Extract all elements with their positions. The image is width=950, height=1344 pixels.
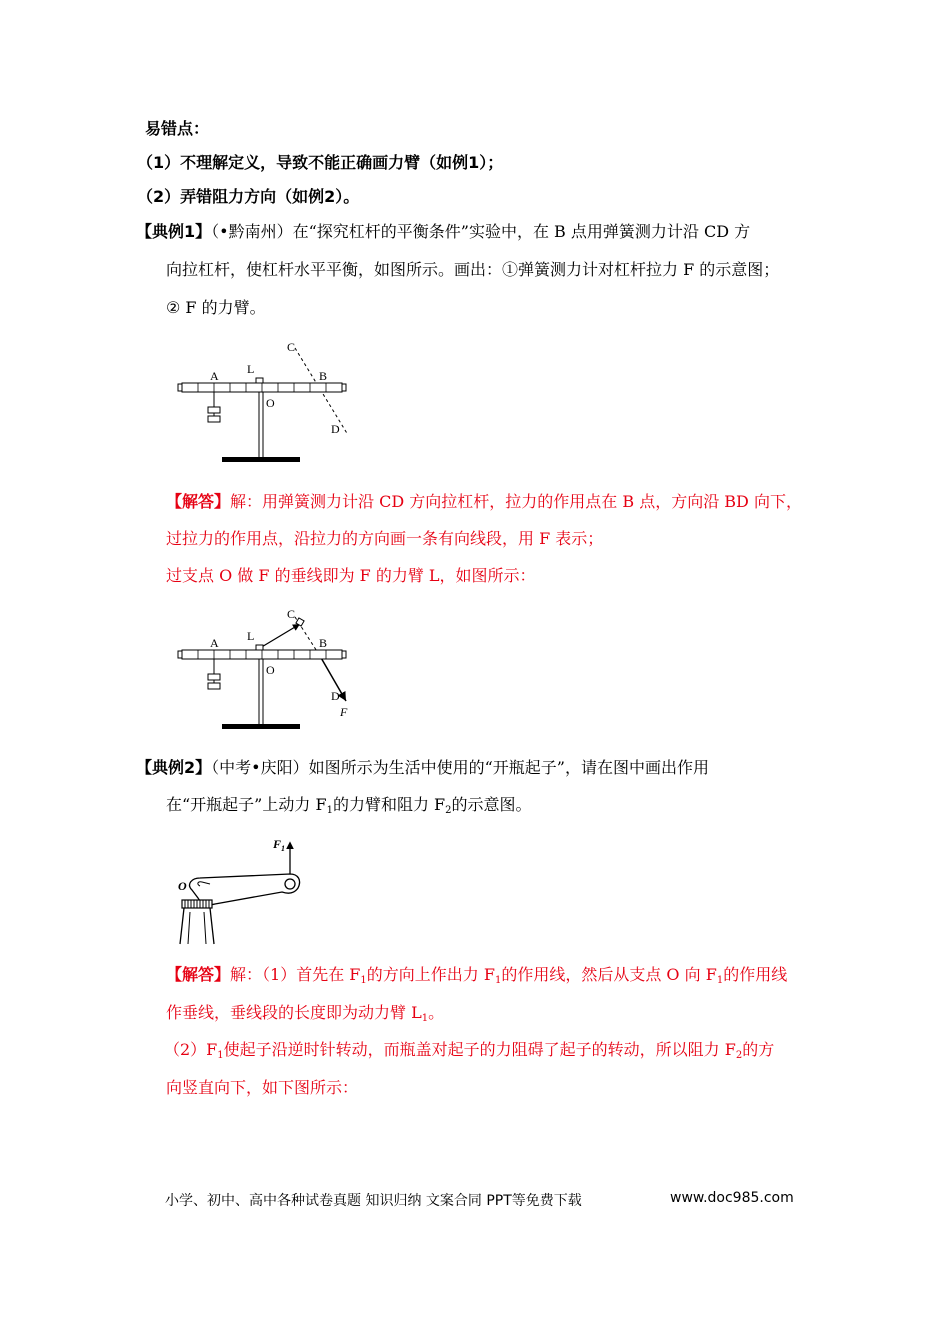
answer1-tag: 【解答】 xyxy=(166,492,231,511)
label-a-2: A xyxy=(210,636,219,650)
answer1-line3: 过支点 O 做 F 的垂线即为 F 的力臂 L，如图所示： xyxy=(166,566,536,585)
example2-sub1: 1 xyxy=(326,805,333,816)
lever-figure-2 xyxy=(170,604,370,739)
answer2-t1c: 的作用线，然后从支点 O 向 F xyxy=(501,965,717,984)
answer2-line1 xyxy=(166,964,787,992)
example2-sub2: 2 xyxy=(445,805,452,816)
example2-text2c: 的示意图。 xyxy=(451,795,532,814)
example2-line2 xyxy=(166,794,532,822)
answer2-s2: 1 xyxy=(494,975,502,986)
answer2-t3c: 的方 xyxy=(742,1040,775,1059)
label-b: B xyxy=(319,369,328,383)
answer2-line3 xyxy=(164,1039,774,1067)
bottle-right-edge xyxy=(210,908,214,944)
footer-left-text: 小学、初中、高中各种试卷真题 知识归纳 文案合同 PPT等免费下载 xyxy=(165,1193,582,1209)
answer1-text1: 解：用弹簧测力计沿 CD 方向拉杠杆，拉力的作用点在 B 点，方向沿 BD 向下， xyxy=(230,492,802,511)
label-l: L xyxy=(247,362,255,376)
bottle-left-edge xyxy=(180,908,184,944)
answer1-line2: 过拉力的作用点，沿拉力的方向画一条有向线段，用 F 表示； xyxy=(166,529,604,548)
example2-text2b: 的力臂和阻力 F xyxy=(332,795,446,814)
answer2-line4: 向竖直向下，如下图所示： xyxy=(166,1078,359,1097)
label-d-2: D xyxy=(331,689,340,703)
bottle-opener-figure xyxy=(170,832,310,947)
answer2-t1d: 的作用线 xyxy=(723,965,788,984)
label-l-2: L xyxy=(247,629,255,643)
answer2-s5: 1 xyxy=(217,1050,224,1061)
label-o-2: O xyxy=(266,663,275,677)
error-point-2: （2）弄错阻力方向（如例2）。 xyxy=(137,187,360,206)
lever-arm-line xyxy=(260,624,300,648)
lever-figure-1 xyxy=(170,335,370,470)
error-points-heading: 易错点： xyxy=(145,119,210,138)
weight-2 xyxy=(208,416,220,422)
answer2-line2 xyxy=(166,1002,444,1030)
stand-base xyxy=(222,457,300,462)
answer2-s3: 1 xyxy=(716,975,724,986)
example1-tag: 【典例1】 xyxy=(136,222,212,241)
weight-1 xyxy=(208,407,220,413)
example1-line3: ② F 的力臂。 xyxy=(166,298,266,317)
answer2-t2b: 。 xyxy=(428,1003,445,1022)
label-f1: $F_1$ xyxy=(273,837,286,853)
opener-hole xyxy=(285,879,295,889)
label-o-fulcrum: O xyxy=(178,879,187,893)
example2-line1 xyxy=(136,757,709,779)
answer2-s6: 2 xyxy=(735,1050,743,1061)
answer2-s4: 1 xyxy=(421,1013,429,1024)
stand-base-2 xyxy=(222,724,300,729)
label-f-2: F xyxy=(340,705,348,719)
answer2-t3a: （2）F xyxy=(164,1040,218,1059)
footer-url[interactable]: www.doc985.com xyxy=(670,1190,794,1206)
balance-nut xyxy=(256,378,263,383)
label-o: O xyxy=(266,396,275,410)
label-c-2: C xyxy=(287,607,296,621)
example2-text1: （中考•庆阳）如图所示为生活中使用的“开瓶起子”，请在图中画出作用 xyxy=(211,758,709,777)
label-c: C xyxy=(287,340,296,354)
example2-text2a: 在“开瓶起子”上动力 F xyxy=(166,795,327,814)
example1-line1 xyxy=(136,221,750,243)
right-angle-mark xyxy=(296,618,304,626)
answer2-t3b: 使起子沿逆时针转动，而瓶盖对起子的力阻碍了起子的转动，所以阻力 F xyxy=(223,1040,736,1059)
answer2-tag: 【解答】 xyxy=(166,965,231,984)
answer1-line1 xyxy=(166,491,802,513)
example1-line2: 向拉杠杆，使杠杆水平平衡，如图所示。画出：①弹簧测力计对杠杆拉力 F 的示意图； xyxy=(166,260,780,279)
answer2-t1a: 解：（1）首先在 F xyxy=(230,965,361,984)
error-point-1: （1）不理解定义，导致不能正确画力臂（如例1）； xyxy=(137,153,504,172)
label-d: D xyxy=(331,422,340,436)
answer2-s1: 1 xyxy=(360,975,367,986)
answer2-t1b: 的方向上作出力 F xyxy=(366,965,495,984)
example2-tag: 【典例2】 xyxy=(136,758,212,777)
answer2-t2a: 作垂线，垂线段的长度即为动力臂 L xyxy=(166,1003,422,1022)
label-a: A xyxy=(210,369,219,383)
label-b-2: B xyxy=(319,636,328,650)
example1-text1: （•黔南州）在“探究杠杆的平衡条件”实验中，在 B 点用弹簧测力计沿 CD 方 xyxy=(211,222,751,241)
